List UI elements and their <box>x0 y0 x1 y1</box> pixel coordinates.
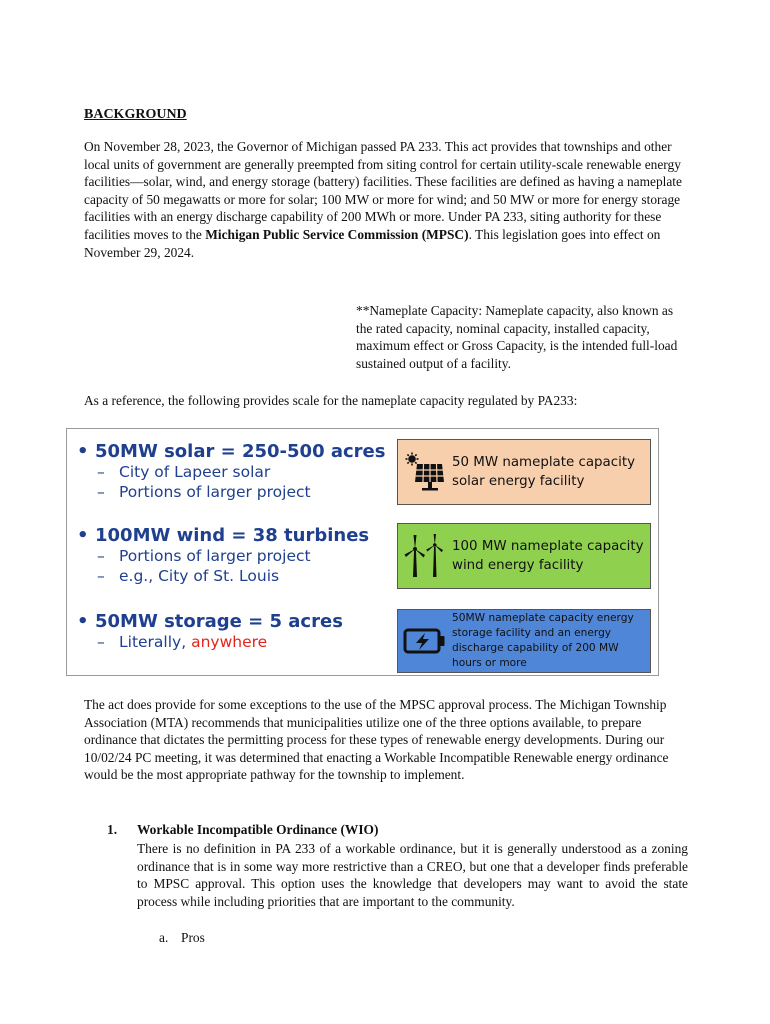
bullet-dot: • <box>77 441 89 462</box>
solar-sub-item <box>97 483 311 501</box>
storage-capacity-box <box>397 609 651 673</box>
wind-box-line: 100 MW nameplate capacity <box>452 539 644 554</box>
sub-dash: – <box>97 567 105 585</box>
anywhere-highlight: anywhere <box>191 633 268 651</box>
wind-bullet <box>77 525 369 546</box>
solar-sub-item-text: Portions of larger project <box>119 483 311 501</box>
storage-box-line: hours or more <box>452 657 527 669</box>
storage-box-line: 50MW nameplate capacity energy <box>452 612 634 624</box>
wind-box-line: wind energy facility <box>452 558 584 573</box>
storage-sub-prefix: Literally, <box>119 633 192 651</box>
reference-paragraph: As a reference, the following provides scale for the nameplate capacity regulated by PA233: <box>84 393 578 408</box>
sub-dash: – <box>97 463 105 481</box>
storage-box-text <box>452 611 634 671</box>
solar-box-line: solar energy facility <box>452 474 585 489</box>
storage-bullet-text: 50MW storage = 5 acres <box>95 611 343 632</box>
sub-list-item <box>159 930 205 946</box>
solar-bullet-text: 50MW solar = 250-500 acres <box>95 441 386 462</box>
storage-box-line: storage facility and an energy <box>452 627 612 639</box>
bullet-dot: • <box>77 611 89 632</box>
battery-charging-icon <box>398 626 452 656</box>
bullet-dot: • <box>77 525 89 546</box>
capacity-scale-infographic <box>66 428 659 676</box>
sub-dash: – <box>97 547 105 565</box>
wind-box-text <box>452 537 644 575</box>
wind-sub-item <box>97 547 311 565</box>
storage-box-line: discharge capability of 200 MW <box>452 642 619 654</box>
wind-bullet-text: 100MW wind = 38 turbines <box>95 525 370 546</box>
sub-dash: – <box>97 633 105 651</box>
solar-box-line: 50 MW nameplate capacity <box>452 455 636 470</box>
paragraph-text: On November 28, 2023, the Governor of Michigan passed PA 233. This act provides that townships and other local units of government are generally preempted from siting control for certain utility-scale renewable energy facilities—solar, wind, and energy storage (battery) facilities. These facilities are defined as having a nameplate capacity of 50 megawatts or more for solar; 100 MW or more for wind; and 50 MW or more for energy storage facilities with an energy discharge capability of 200 MWh or more. Under PA 233, siting authority for these facilities moves to the <box>84 139 682 242</box>
background-paragraph <box>84 138 688 261</box>
list-item-title-text: Workable Incompatible Ordinance (WIO) <box>137 822 379 837</box>
storage-sub-item <box>97 633 267 651</box>
list-item-body: There is no definition in PA 233 of a workable ordinance, but it is generally understood as a zoning ordinance that is in some way more restrictive than a CREO, but one that a developer finds preferable to MPSC approval. This option uses the knowledge that developers may want to avoid the state process while including priorities that are important to the community. <box>137 841 688 909</box>
solar-sub-item-text: City of Lapeer solar <box>119 463 271 481</box>
wind-sub-item-text: e.g., City of St. Louis <box>119 567 280 585</box>
exceptions-paragraph: The act does provide for some exceptions to the use of the MPSC approval process. The Michigan Township Association (MTA) recommends that municipalities utilize one of the three options available, to prepare ordinance that dictates the permitting process for these types of renewable energy developments. During our 10/02/24 PC meeting, it was determined that enacting a Workable Incompatible Renewable energy ordinance would be the most appropriate pathway for the township to implement. <box>84 697 669 783</box>
mpsc-bold-text: Michigan Public Service Commission (MPSC) <box>205 226 469 242</box>
solar-panel-icon <box>398 452 452 492</box>
wind-turbine-icon <box>398 533 452 579</box>
sub-list-letter: a. <box>159 930 169 945</box>
list-item-title <box>107 822 378 838</box>
sub-list-label: Pros <box>181 930 205 945</box>
paragraph-text-end: . This legislation goes into effect on November 29, 2024. <box>84 226 661 260</box>
storage-bullet <box>77 611 343 632</box>
solar-box-text <box>452 453 635 491</box>
solar-capacity-box <box>397 439 651 505</box>
wind-sub-item-text: Portions of larger project <box>119 547 311 565</box>
solar-sub-item <box>97 463 270 481</box>
nameplate-capacity-note: **Nameplate Capacity: Nameplate capacity, also known as the rated capacity, nominal capacity, installed capacity, maximum effect or Gross Capacity, is the intended full-load sustained output of a facility. <box>356 303 678 371</box>
list-item-number: 1. <box>107 822 118 837</box>
wind-sub-item <box>97 567 279 585</box>
sub-dash: – <box>97 483 105 501</box>
wind-capacity-box <box>397 523 651 589</box>
solar-bullet <box>77 441 385 462</box>
section-heading: BACKGROUND <box>84 107 187 122</box>
